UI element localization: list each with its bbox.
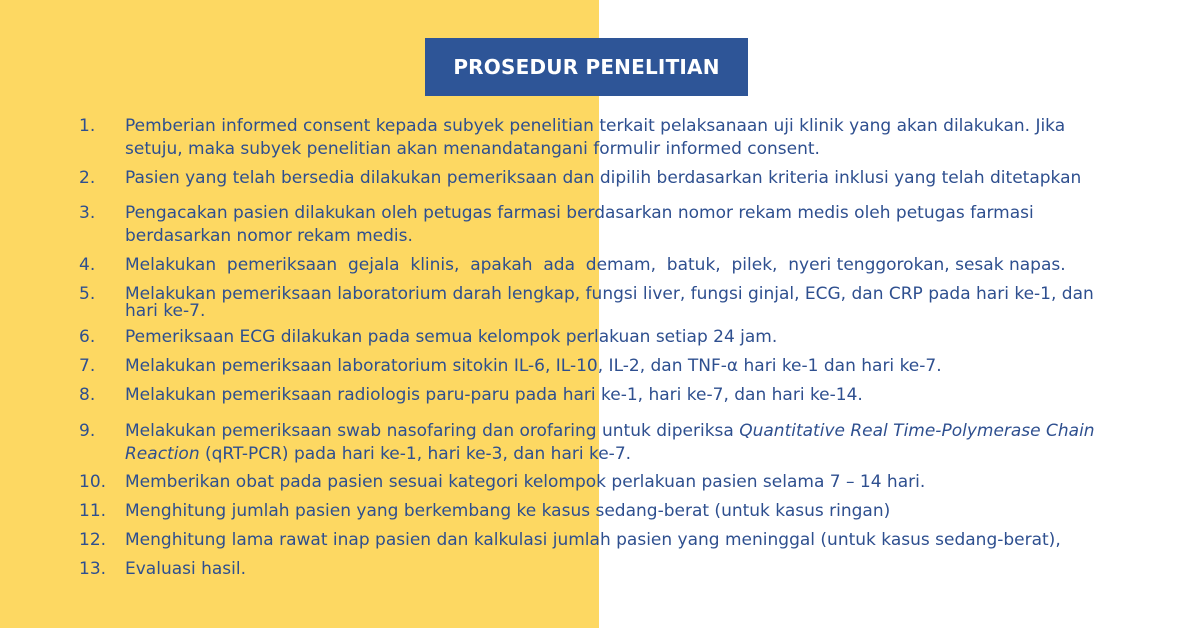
- step-text: Memberikan obat pada pasien sesuai kategori kelompok perlakuan pasien selama 7 – 14 hari.: [125, 472, 926, 492]
- step-number: 13.: [79, 559, 107, 579]
- step-text-part: Melakukan pemeriksaan swab nasofaring dan orofaring untuk diperiksa: [125, 421, 740, 441]
- step-number: 12.: [79, 530, 107, 550]
- step-text: Pengacakan pasien dilakukan oleh petugas farmasi berdasarkan nomor rekam medis oleh petugas farmasi berdasarkan nomor rekam medis.: [125, 203, 1034, 246]
- step-number: 3.: [79, 203, 96, 223]
- step-text: Melakukan pemeriksaan laboratorium darah lengkap, fungsi liver, fungsi ginjal, ECG, dan CRP pada hari ke-1, dan hari ke-7.: [125, 284, 1094, 321]
- step-number: 7.: [79, 356, 96, 376]
- step-text-part: (qRT-PCR) pada hari ke-1, hari ke-3, dan hari ke-7.: [199, 444, 632, 464]
- step-number: 5.: [79, 284, 96, 304]
- step-text: Pasien yang telah bersedia dilakukan pemeriksaan dan dipilih berdasarkan kriteria inklusi yang telah ditetapkan: [125, 168, 1082, 188]
- step-number: 11.: [79, 501, 107, 521]
- step-number: 6.: [79, 327, 96, 347]
- step-number: 1.: [79, 116, 96, 136]
- step-text: Melakukan pemeriksaan gejala klinis, apakah ada demam, batuk, pilek, nyeri tenggorokan, sesak napas.: [125, 255, 1066, 275]
- step-text: Pemeriksaan ECG dilakukan pada semua kelompok perlakuan setiap 24 jam.: [125, 327, 778, 347]
- step-text: Evaluasi hasil.: [125, 559, 247, 579]
- step-text: Menghitung jumlah pasien yang berkembang ke kasus sedang-berat (untuk kasus ringan): [125, 501, 891, 521]
- step-text-italic: Quantitative Real Time-Polymerase Chain Reaction: [125, 421, 1095, 464]
- step-text: Pemberian informed consent kepada subyek penelitian terkait pelaksanaan uji klinik yang akan dilakukan. Jika setuju, maka subyek penelitian akan menandatangani formulir informed consent.: [125, 116, 1066, 159]
- step-number: 9.: [79, 421, 96, 441]
- step-number: 2.: [79, 168, 96, 188]
- page-title: PROSEDUR PENELITIAN: [453, 55, 720, 79]
- step-text: Melakukan pemeriksaan radiologis paru-paru pada hari ke-1, hari ke-7, dan hari ke-14.: [125, 385, 863, 405]
- step-text: Melakukan pemeriksaan laboratorium sitokin IL-6, IL-10, IL-2, dan TNF-α hari ke-1 dan hari ke-7.: [125, 356, 942, 376]
- step-number: 10.: [79, 472, 107, 492]
- step-text: Menghitung lama rawat inap pasien dan kalkulasi jumlah pasien yang meninggal (untuk kasus sedang-berat),: [125, 530, 1061, 550]
- step-number: 4.: [79, 255, 96, 275]
- step-number: 8.: [79, 385, 96, 405]
- step-text: [125, 420, 1115, 466]
